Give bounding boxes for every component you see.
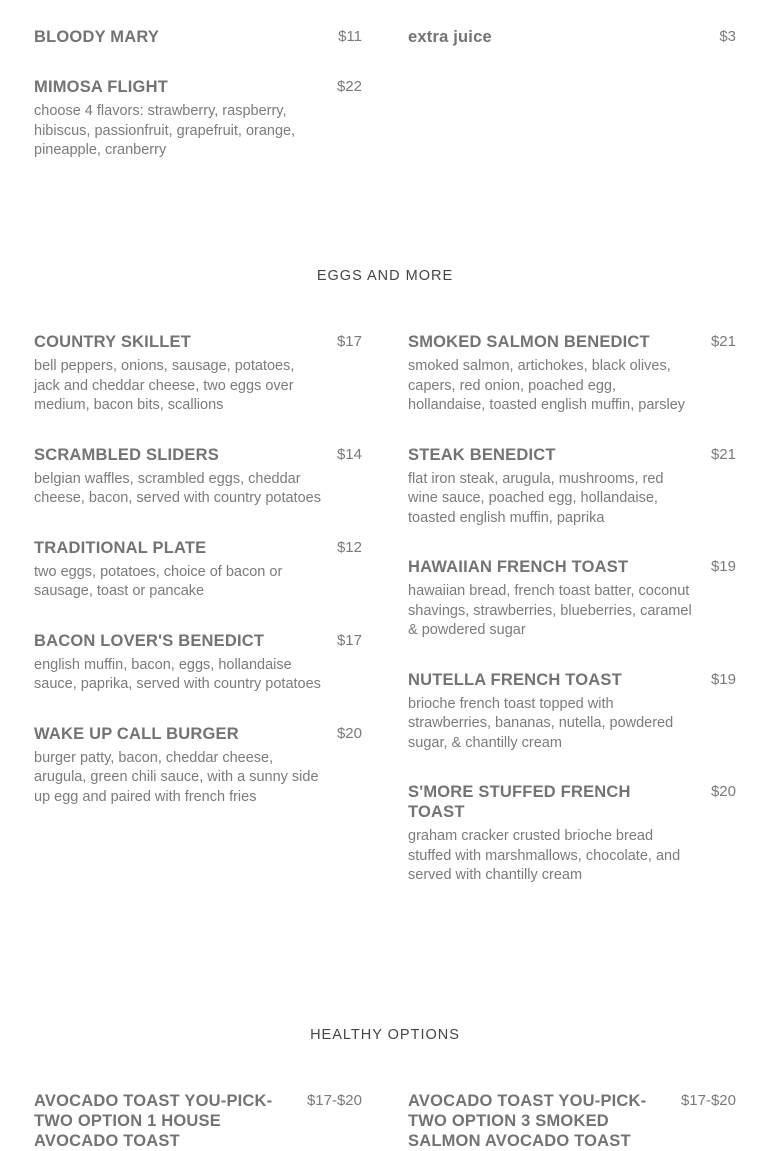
item-name: NUTELLA FRENCH TOAST xyxy=(408,670,622,689)
item-description: smoked salmon, artichokes, black olives, capers, red onion, poached egg, hollandaise, toasted english muffin, parsley xyxy=(408,358,686,413)
item-description: english muffin, bacon, eggs, hollandaise sauce, paprika, served with country potatoes xyxy=(34,656,321,692)
item-description: choose 4 flavors: strawberry, raspberry, hibiscus, passionfruit, grapefruit, orange, pineapple, cranberry xyxy=(34,103,296,158)
item-price: $21 xyxy=(710,445,736,463)
menu-item[interactable] xyxy=(34,77,362,161)
item-price: $17 xyxy=(336,631,362,649)
menu-item[interactable] xyxy=(34,538,362,602)
menu-item[interactable] xyxy=(408,27,736,47)
item-name: BLOODY MARY xyxy=(34,28,160,46)
healthy-left-column xyxy=(34,1091,362,1151)
eggs-left-column xyxy=(34,332,362,886)
menu-item[interactable] xyxy=(408,557,736,641)
eggs-section xyxy=(34,332,736,886)
menu-item[interactable] xyxy=(408,1091,736,1151)
item-description: burger patty, bacon, cheddar cheese, arugula, green chili sauce, with a sunny side up egg and paired with french fries xyxy=(34,749,319,805)
item-price: $17-$20 xyxy=(306,1092,362,1109)
item-name: AVOCADO TOAST YOU-PICK-TWO OPTION 1 HOUSE AVOCADO TOAST xyxy=(34,1092,273,1150)
section-heading-healthy: HEALTHY OPTIONS xyxy=(310,1027,460,1043)
item-price: $19 xyxy=(710,558,736,575)
item-price: $17-$20 xyxy=(680,1092,736,1109)
item-price: $17 xyxy=(336,333,362,350)
item-price: $11 xyxy=(338,28,362,45)
menu-item[interactable] xyxy=(34,332,362,416)
item-description: brioche french toast topped with strawberries, bananas, nutella, powdered sugar, & chantilly cream xyxy=(408,695,674,751)
item-price: $14 xyxy=(336,445,362,463)
item-description: hawaiian bread, french toast batter, coconut shavings, strawberries, blueberries, caramel & powdered sugar xyxy=(408,583,692,638)
item-price: $20 xyxy=(336,724,362,742)
item-name: WAKE UP CALL BURGER xyxy=(34,724,239,743)
item-name: S'MORE STUFFED FRENCH TOAST xyxy=(408,783,631,821)
item-name: TRADITIONAL PLATE xyxy=(34,538,207,557)
eggs-right-column xyxy=(408,332,736,886)
item-name: STEAK BENEDICT xyxy=(408,445,556,464)
item-description: bell peppers, onions, sausage, potatoes, jack and cheddar cheese, two eggs over medium, bacon bits, scallions xyxy=(34,358,295,413)
item-price: $20 xyxy=(710,783,736,800)
item-name: BACON LOVER'S BENEDICT xyxy=(34,631,265,650)
healthy-right-column xyxy=(408,1091,736,1151)
drinks-left-column xyxy=(34,27,362,161)
drinks-section xyxy=(34,27,736,161)
menu-item[interactable] xyxy=(34,724,362,808)
menu-item[interactable] xyxy=(408,332,736,416)
menu-item[interactable] xyxy=(34,27,362,47)
item-price: $19 xyxy=(710,670,736,688)
item-price: $12 xyxy=(336,538,362,556)
drinks-right-column xyxy=(408,27,736,161)
item-description: flat iron steak, arugula, mushrooms, red wine sauce, poached egg, hollandaise, toasted english muffin, paprika xyxy=(408,470,664,526)
item-name: SMOKED SALMON BENEDICT xyxy=(408,333,650,351)
item-price: $21 xyxy=(710,333,736,350)
item-price: $3 xyxy=(719,28,736,45)
item-name: SCRAMBLED SLIDERS xyxy=(34,445,219,464)
menu-item[interactable] xyxy=(34,631,362,695)
healthy-section xyxy=(34,1091,736,1151)
item-name: MIMOSA FLIGHT xyxy=(34,78,168,96)
item-name: HAWAIIAN FRENCH TOAST xyxy=(408,558,629,576)
item-price: $22 xyxy=(336,78,362,95)
item-description: belgian waffles, scrambled eggs, cheddar cheese, bacon, served with country potatoes xyxy=(34,470,321,506)
menu-item[interactable] xyxy=(408,445,736,529)
menu-item[interactable] xyxy=(408,782,736,886)
item-description: graham cracker crusted brioche bread stuffed with marshmallows, chocolate, and served with chantilly cream xyxy=(408,828,681,883)
item-name: AVOCADO TOAST YOU-PICK-TWO OPTION 3 SMOKED SALMON AVOCADO TOAST xyxy=(408,1092,647,1150)
menu-item[interactable] xyxy=(34,1091,362,1151)
item-name: COUNTRY SKILLET xyxy=(34,333,192,351)
item-name: extra juice xyxy=(408,28,492,46)
item-description: two eggs, potatoes, choice of bacon or sausage, toast or pancake xyxy=(34,563,283,599)
menu-item[interactable] xyxy=(408,670,736,754)
menu-item[interactable] xyxy=(34,445,362,509)
section-heading-eggs: EGGS AND MORE xyxy=(316,268,454,284)
